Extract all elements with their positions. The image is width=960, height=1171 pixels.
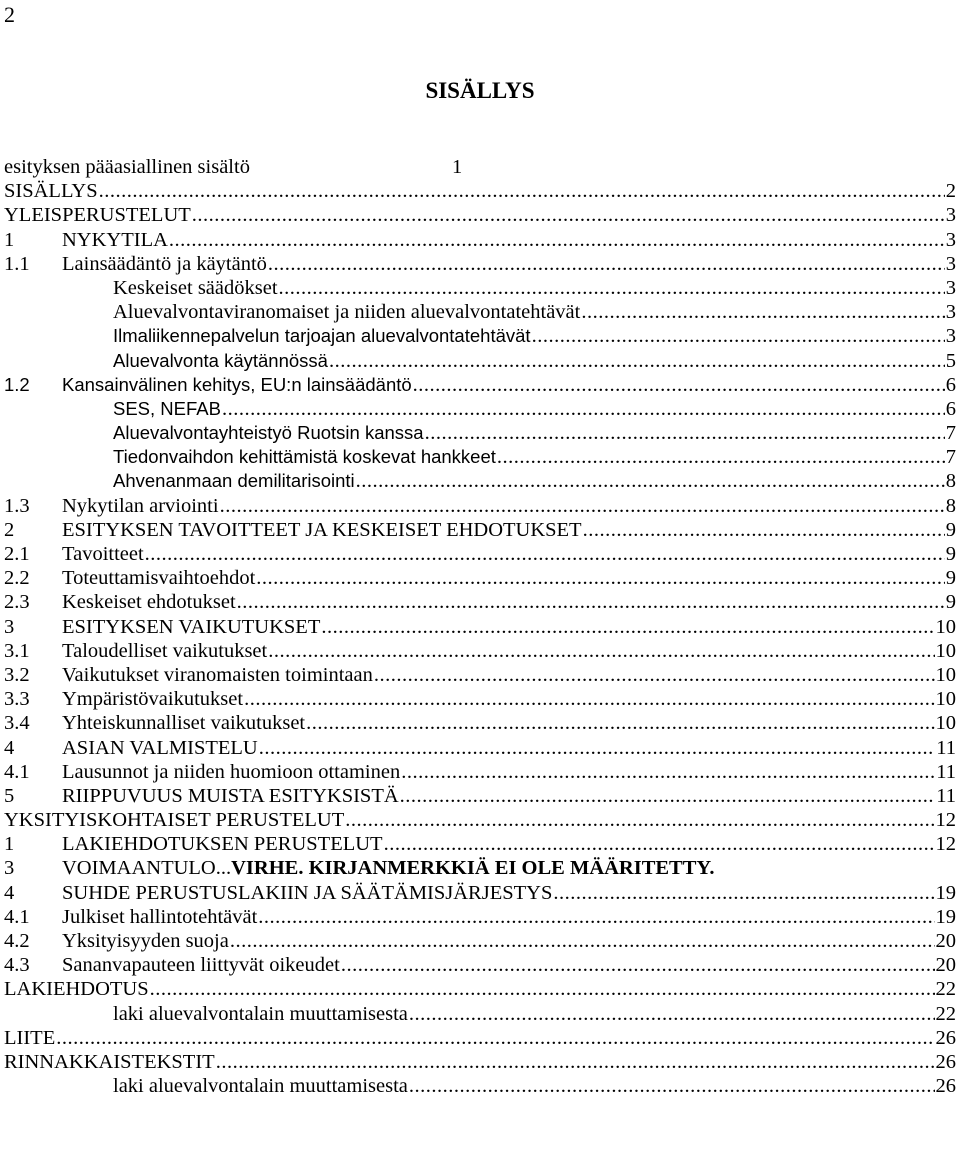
toc-entry-label: Taloudelliset vaikutukset: [62, 639, 268, 662]
toc-entry-label: ASIAN VALMISTELU: [62, 736, 258, 759]
toc-entry-label: SUHDE PERUSTUSLAKIIN JA SÄÄTÄMISJÄRJESTYS: [62, 881, 553, 904]
toc-entry-label: ESITYKSEN TAVOITTEET JA KESKEISET EHDOTUKSET: [62, 518, 582, 541]
toc-entry-label: LIITE: [4, 1026, 56, 1049]
toc-entry-number: 4: [4, 736, 15, 759]
toc-entry[interactable]: [4, 518, 956, 542]
toc-entry-label: Aluevalvontaviranomaiset ja niiden aluevalvontatehtävät: [113, 301, 581, 324]
toc-entry-page: 5: [945, 349, 956, 372]
toc-entry-number: 3.3: [4, 688, 30, 711]
toc-entry-label: YKSITYISKOHTAISET PERUSTELUT: [4, 809, 345, 832]
toc-entry-page: 11: [936, 784, 956, 807]
toc-entry-leader: [356, 469, 945, 493]
toc-entry-page: 20: [935, 954, 956, 977]
toc-entry[interactable]: [4, 566, 956, 590]
toc-entry[interactable]: [4, 179, 956, 203]
toc-entry[interactable]: [4, 905, 956, 929]
toc-entry-number: 4: [4, 881, 15, 904]
toc-entry-label: Lainsäädäntö ja käytäntö: [62, 252, 267, 275]
toc-entry-page: 10: [935, 712, 956, 735]
toc-entry-label: Aluevalvonta käytännössä: [113, 349, 328, 371]
toc-entry-leader: [425, 421, 945, 445]
toc-entry[interactable]: [4, 687, 956, 711]
toc-entry-label: Sananvapauteen liittyvät oikeudet: [62, 954, 340, 977]
toc-entry[interactable]: [4, 373, 956, 397]
toc-entry[interactable]: [4, 469, 956, 493]
toc-entry-leader: [345, 808, 934, 832]
toc-entry-leader: [268, 639, 934, 663]
toc-entry-page: 26: [935, 1075, 956, 1098]
toc-entry-label: LAKIEHDOTUS: [4, 978, 149, 1001]
toc-entry-leader: [244, 687, 934, 711]
toc-entry[interactable]: [4, 736, 956, 760]
toc-entry[interactable]: [4, 252, 956, 276]
toc-entry-number: 5: [4, 784, 15, 807]
toc-entry-label: Keskeiset säädökset: [113, 276, 278, 299]
toc-entry-page: 1: [452, 156, 463, 178]
toc-entry[interactable]: [4, 760, 956, 784]
toc-entry-leader: [222, 397, 945, 421]
toc-entry-number: 2.2: [4, 567, 30, 590]
toc-entry-number: 2.1: [4, 543, 30, 565]
page-number: 2: [4, 2, 15, 27]
toc-entry[interactable]: [4, 155, 956, 179]
toc-entry-number: 4.1: [4, 760, 30, 783]
toc-entry-label: SISÄLLYS: [4, 180, 98, 203]
toc-entry-leader: [306, 711, 934, 735]
toc-entry-label: laki aluevalvontalain muuttamisesta: [113, 1002, 408, 1025]
toc-entry[interactable]: [4, 1002, 956, 1026]
toc-entry[interactable]: [4, 663, 956, 687]
toc-entry[interactable]: [4, 203, 956, 227]
toc-entry-leader: [384, 832, 935, 856]
toc-entry-page: 9: [945, 518, 956, 541]
toc-entry-page: 20: [935, 930, 956, 952]
toc-entry-number: 1.1: [4, 252, 30, 275]
toc-entry-number: 2: [4, 518, 15, 541]
toc-entry[interactable]: [4, 421, 956, 445]
toc-entry-page: 10: [935, 688, 956, 711]
toc-entry-number: 1: [4, 228, 15, 251]
toc-entry[interactable]: [4, 881, 956, 905]
toc-entry-label: Vaikutukset viranomaisten toimintaan: [62, 663, 373, 686]
toc-entry-label: ESITYKSEN VAIKUTUKSET: [62, 615, 321, 638]
toc-entry-page: 22: [935, 1002, 956, 1025]
toc-entry-page: 9: [945, 591, 956, 614]
toc-entry-label: Lausunnot ja niiden huomioon ottaminen: [62, 760, 401, 783]
toc-entry-page: 10: [935, 639, 956, 662]
toc-entry[interactable]: [4, 1026, 956, 1050]
toc-entry[interactable]: [4, 445, 956, 469]
toc-entry-leader: [581, 300, 944, 324]
toc-entry-label: Nykytilan arviointi: [62, 494, 219, 517]
toc-entry-page: 12: [935, 809, 956, 832]
toc-entry-leader: [220, 494, 945, 518]
toc-entry-page: 10: [935, 663, 956, 686]
toc-entry-leader: [192, 203, 945, 227]
toc-entry-leader: [497, 445, 945, 469]
toc-entry-leader: [145, 542, 945, 566]
toc-entry-number: 1: [4, 833, 15, 856]
toc-entry-number: 1.2: [4, 373, 30, 395]
toc-entry[interactable]: [4, 349, 956, 373]
toc-entry-label: Tavoitteet: [62, 543, 144, 565]
toc-entry[interactable]: [4, 856, 956, 880]
toc-entry[interactable]: [4, 276, 956, 300]
toc-entry-leader: [553, 881, 934, 905]
toc-entry-label: Ympäristövaikutukset: [62, 688, 244, 711]
toc-entry[interactable]: [4, 324, 956, 348]
toc-entry-page: 7: [945, 446, 956, 469]
toc-entry-leader: [169, 228, 945, 252]
toc-entry-leader: [216, 1050, 935, 1074]
toc-entry-label: esityksen pääasiallinen sisältö: [4, 156, 250, 178]
toc-entry-label: NYKYTILA: [62, 228, 168, 251]
toc-entry-leader: [321, 615, 934, 639]
toc-entry-number: 3.4: [4, 712, 30, 735]
table-of-contents: [4, 155, 956, 1098]
toc-entry-page: 9: [945, 543, 956, 565]
toc-entry-number: 3.1: [4, 639, 30, 662]
toc-entry-label: Ahvenanmaan demilitarisointi: [113, 470, 355, 492]
toc-entry[interactable]: [4, 228, 956, 252]
toc-entry-label: Yhteiskunnalliset vaikutukset: [62, 712, 306, 735]
toc-entry-leader: [259, 736, 936, 760]
toc-entry-page: 11: [936, 760, 956, 783]
toc-entry-page: 3: [945, 228, 956, 251]
toc-entry-leader: [583, 518, 945, 542]
toc-entry[interactable]: [4, 711, 956, 735]
toc-entry-label: RIIPPUVUUS MUISTA ESITYKSISTÄ: [62, 784, 399, 807]
toc-entry-leader: [413, 373, 945, 397]
toc-entry-number: 2.3: [4, 591, 30, 614]
toc-entry-leader: [56, 1026, 934, 1050]
toc-entry-label: LAKIEHDOTUKSEN PERUSTELUT: [62, 833, 383, 856]
toc-entry-page: 12: [935, 833, 956, 856]
toc-entry-leader: [329, 349, 945, 373]
toc-entry-leader: [400, 784, 936, 808]
toc-entry-leader: [258, 905, 934, 929]
toc-entry-label: VOIMAANTULO: [62, 857, 216, 880]
toc-entry-leader: [279, 276, 945, 300]
toc-entry[interactable]: [4, 832, 956, 856]
toc-entry[interactable]: [4, 300, 956, 324]
toc-entry-error: VIRHE. KIRJANMERKKIÄ EI OLE MÄÄRITETTY.: [231, 857, 715, 880]
toc-entry-number: 3: [4, 615, 15, 638]
toc-entry-page: 19: [935, 905, 956, 928]
toc-entry[interactable]: [4, 929, 956, 953]
toc-entry[interactable]: [4, 1050, 956, 1074]
toc-entry-page: 3: [945, 325, 956, 348]
toc-entry-leader: [341, 953, 935, 977]
toc-entry[interactable]: [4, 784, 956, 808]
toc-entry-label: Aluevalvontayhteistyö Ruotsin kanssa: [113, 422, 424, 444]
toc-entry[interactable]: [4, 1074, 956, 1098]
toc-entry-leader: [268, 252, 945, 276]
toc-entry-leader: [401, 760, 935, 784]
toc-entry[interactable]: [4, 953, 956, 977]
toc-entry-page: 7: [945, 422, 956, 445]
toc-entry[interactable]: [4, 590, 956, 614]
toc-entry-label: RINNAKKAISTEKSTIT: [4, 1050, 215, 1073]
toc-entry-page: 3: [945, 204, 956, 227]
toc-entry-leader: [256, 566, 944, 590]
toc-entry-label: Keskeiset ehdotukset: [62, 591, 236, 614]
toc-entry-number: 4.2: [4, 930, 30, 952]
toc-entry-page: 3: [945, 252, 956, 275]
toc-entry-page: 8: [945, 470, 956, 493]
toc-entry[interactable]: [4, 397, 956, 421]
toc-entry-leader: ...: [215, 857, 232, 880]
toc-entry-number: 3.2: [4, 663, 30, 686]
toc-entry[interactable]: [4, 639, 956, 663]
toc-entry[interactable]: [4, 808, 956, 832]
toc-entry-leader: [532, 324, 945, 348]
toc-entry-number: 4.3: [4, 954, 30, 977]
toc-entry-page: 3: [945, 276, 956, 299]
toc-entry-label: Kansainvälinen kehitys, EU:n lainsäädäntö: [62, 373, 412, 395]
toc-entry-page: 6: [945, 397, 956, 420]
toc-entry-page: 2: [945, 180, 956, 203]
toc-entry-page: 6: [945, 373, 956, 396]
toc-entry-page: 8: [945, 494, 956, 517]
toc-entry-label: SES, NEFAB: [113, 397, 221, 419]
toc-entry-leader: [230, 929, 935, 953]
toc-entry-page: 22: [935, 978, 956, 1001]
toc-entry-leader: [150, 977, 935, 1001]
toc-entry-label: Yksityisyyden suoja: [62, 930, 229, 952]
page-title: [0, 77, 960, 105]
toc-entry-page: 26: [935, 1026, 956, 1049]
toc-entry-leader: [99, 179, 945, 203]
toc-entry[interactable]: [4, 615, 956, 639]
toc-entry-leader: [409, 1002, 935, 1026]
toc-entry[interactable]: [4, 977, 956, 1001]
toc-entry-page: 11: [936, 736, 956, 759]
toc-entry-page: 26: [935, 1050, 956, 1073]
toc-entry-page: 19: [935, 881, 956, 904]
toc-entry-number: 4.1: [4, 905, 30, 928]
toc-entry-page: 10: [935, 615, 956, 638]
toc-entry-label: laki aluevalvontalain muuttamisesta: [113, 1075, 408, 1098]
toc-entry-leader: [374, 663, 935, 687]
toc-entry[interactable]: [4, 542, 956, 566]
toc-entry-number: 1.3: [4, 494, 30, 517]
toc-entry-leader: [409, 1074, 935, 1098]
toc-entry-label: Toteuttamisvaihtoehdot: [62, 567, 256, 590]
toc-entry-page: 3: [945, 301, 956, 324]
toc-entry-leader: [237, 590, 945, 614]
toc-entry-label: Tiedonvaihdon kehittämistä koskevat hankkeet: [113, 446, 496, 468]
page-title-text: SISÄLLYS: [425, 78, 535, 103]
toc-entry-label: YLEISPERUSTELUT: [4, 204, 191, 227]
toc-entry-label: Julkiset hallintotehtävät: [62, 905, 258, 928]
toc-entry[interactable]: [4, 494, 956, 518]
toc-entry-page: 9: [945, 567, 956, 590]
toc-entry-label: Ilmaliikennepalvelun tarjoajan aluevalvontatehtävät: [113, 325, 531, 347]
toc-entry-number: 3: [4, 857, 15, 880]
